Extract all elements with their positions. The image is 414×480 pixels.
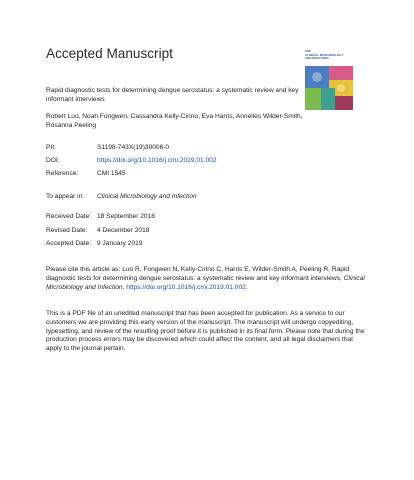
disclaimer-paragraph: This is a PDF file of an unedited manuscript that has been accepted for publication. As a service to our customers we are providing this early version of the manuscript. The manuscript will undergo copyediting, typesetting, and review of the resulting proof before it is published in its final form. Please note that during the production process errors may be discovered which could affect the content, and all legal disclaimers that apply to the journal pertain. bbox=[46, 310, 365, 353]
date-value: 9 January 2019 bbox=[97, 240, 143, 247]
cover-journal-title bbox=[305, 50, 353, 61]
cover-artwork bbox=[305, 66, 353, 110]
meta-label: Reference: bbox=[46, 170, 79, 177]
cover-line: AND INFECTION bbox=[305, 56, 329, 61]
date-value: 4 December 2018 bbox=[97, 227, 150, 234]
journal-name: Clinical Microbiology and Infection bbox=[97, 193, 197, 200]
meta-value: S1198-743X(19)30006-0 bbox=[97, 144, 170, 151]
journal-cover-thumbnail bbox=[305, 50, 353, 110]
meta-label: DOI: bbox=[46, 157, 60, 164]
doi-link[interactable]: https://doi.org/10.1016/j.cmi.2019.01.002 bbox=[97, 157, 217, 164]
cover-line: CLINICAL MICROBIOLOGY bbox=[305, 52, 344, 57]
meta-label: Accepted Date: bbox=[46, 240, 92, 247]
page-heading: Accepted Manuscript bbox=[46, 46, 173, 61]
citation-journal: Clinical Microbiology and Infection bbox=[46, 274, 365, 291]
citation-paragraph bbox=[46, 266, 368, 292]
date-value: 18 September 2018 bbox=[97, 213, 155, 220]
meta-label: Received Date: bbox=[46, 213, 92, 220]
citation-text: Please cite this article as: Luo R, Fongwen N, Kelly-Cirino C, Harris E, Wilder-Smith A, Peeling R, Rapid diagnostic tests for determining dengue serostatus: a systematic review and key informant interviews, bbox=[46, 266, 350, 282]
article-authors: Robert Luo, Noah Fongwen, Cassandra Kelly-Cirino, Eva Harris, Annelies Wilder-Smith, Rosanna Peeling bbox=[46, 113, 303, 129]
citation-separator: , bbox=[122, 283, 127, 291]
article-title: Rapid diagnostic tests for determining dengue serostatus: a systematic review and key informant interviews bbox=[46, 87, 299, 103]
cover-image bbox=[305, 66, 353, 110]
cover-line: CMI bbox=[305, 49, 311, 53]
meta-value: CMI 1545 bbox=[97, 170, 126, 177]
citation-end: . bbox=[245, 283, 248, 291]
citation-doi-link[interactable]: https://doi.org/10.1016/j.cmi.2019.01.002 bbox=[126, 283, 246, 291]
meta-label: To appear in: bbox=[46, 193, 85, 200]
meta-label: PII: bbox=[46, 144, 56, 151]
meta-label: Revised Date: bbox=[46, 227, 88, 234]
